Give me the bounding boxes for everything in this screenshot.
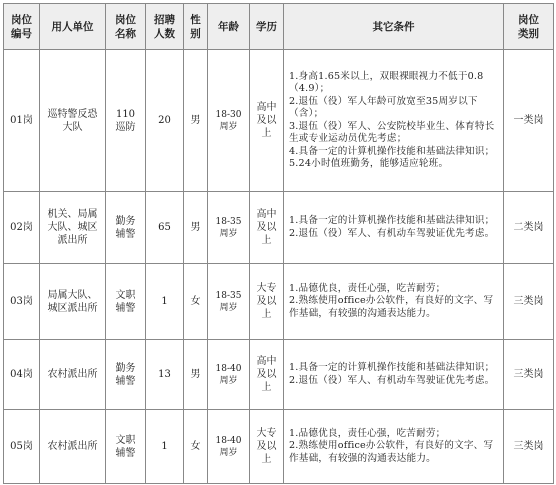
- category-cell: 三类岗: [504, 340, 554, 410]
- age-cell: 18-40 周岁: [208, 340, 250, 410]
- condition-line: 3.退伍（役）军人、公安院校毕业生、体育特长生或专业运动员优先考虑；: [289, 120, 495, 144]
- header-post-name: 岗位 名称: [106, 4, 146, 50]
- recruitment-table-container: [3, 3, 553, 483]
- header-gender: 性 别: [184, 4, 208, 50]
- category-cell: 三类岗: [504, 264, 554, 340]
- condition-line: 1.品德优良，责任心强，吃苦耐劳；: [289, 427, 446, 439]
- gender-cell: 男: [184, 192, 208, 264]
- unit-cell: [40, 50, 106, 192]
- unit-text: 农村派出所: [47, 369, 98, 380]
- table-row: [4, 340, 554, 410]
- recruitment-table: [3, 3, 554, 484]
- condition-line: 2.熟练使用office办公软件，有良好的文字、写作基础，有较强的沟通表达能力。: [289, 295, 494, 319]
- post-no-cell: 04岗: [4, 340, 40, 410]
- category-cell: 二类岗: [504, 192, 554, 264]
- post-no-cell: 05岗: [4, 410, 40, 484]
- post-no-cell: 02岗: [4, 192, 40, 264]
- education-cell: 高中 及以 上: [250, 340, 284, 410]
- post-name-cell: 110 巡防: [106, 50, 146, 192]
- conditions-cell: [284, 340, 504, 410]
- gender-cell: 女: [184, 410, 208, 484]
- unit-cell: [40, 264, 106, 340]
- category-cell: 三类岗: [504, 410, 554, 484]
- condition-line: 2.熟练使用office办公软件，有良好的文字、写作基础，有较强的沟通表达能力。: [289, 440, 494, 464]
- header-row: [4, 4, 554, 50]
- header-age: 年龄: [208, 4, 250, 50]
- header-post-no: 岗位 编号: [4, 4, 40, 50]
- table-row: [4, 264, 554, 340]
- unit-text: 巡特警反恐大队: [47, 108, 98, 133]
- age-cell: 18-35 周岁: [208, 192, 250, 264]
- post-name-cell: 文职 辅警: [106, 410, 146, 484]
- quota-cell: 13: [146, 340, 184, 410]
- header-unit: 用人单位: [40, 4, 106, 50]
- header-category: 岗位 类别: [504, 4, 554, 50]
- condition-line: 5.24小时值班勤务，能够适应轮班。: [289, 158, 449, 169]
- header-quota: 招聘 人数: [146, 4, 184, 50]
- unit-text: 局属大队、城区派出所: [47, 289, 98, 314]
- condition-line: 2.退伍（役）军人、有机动车驾驶证优先考虑。: [289, 227, 495, 239]
- table-row: [4, 410, 554, 484]
- unit-cell: [40, 192, 106, 264]
- condition-line: 4.具备一定的计算机操作技能和基础法律知识；: [289, 145, 495, 157]
- unit-cell: [40, 340, 106, 410]
- quota-cell: 65: [146, 192, 184, 264]
- education-cell: 高中 及以 上: [250, 50, 284, 192]
- condition-line: 1.具备一定的计算机操作技能和基础法律知识；: [289, 362, 495, 373]
- education-cell: 大专 及以 上: [250, 410, 284, 484]
- header-education: 学历: [250, 4, 284, 50]
- post-name-cell: 文职 辅警: [106, 264, 146, 340]
- age-cell: 18-30 周岁: [208, 50, 250, 192]
- age-cell: 18-35 周岁: [208, 264, 250, 340]
- condition-line: 2.退伍（役）军人年龄可放宽至35周岁以下（含）；: [289, 95, 478, 119]
- post-no-cell: 03岗: [4, 264, 40, 340]
- age-cell: 18-40 周岁: [208, 410, 250, 484]
- conditions-cell: [284, 50, 504, 192]
- conditions-cell: [284, 264, 504, 340]
- post-name-cell: 勤务 辅警: [106, 340, 146, 410]
- post-name-cell: 勤务 辅警: [106, 192, 146, 264]
- table-row: [4, 192, 554, 264]
- gender-cell: 男: [184, 340, 208, 410]
- gender-cell: 女: [184, 264, 208, 340]
- conditions-cell: [284, 410, 504, 484]
- quota-cell: 1: [146, 264, 184, 340]
- condition-line: 2.退伍（役）军人、有机动车驾驶证优先考虑。: [289, 374, 495, 386]
- conditions-cell: [284, 192, 504, 264]
- unit-text: 农村派出所: [47, 441, 98, 452]
- condition-line: 1.具备一定的计算机操作技能和基础法律知识；: [289, 215, 495, 226]
- education-cell: 大专 及以 上: [250, 264, 284, 340]
- table-row: [4, 50, 554, 192]
- unit-cell: [40, 410, 106, 484]
- gender-cell: 男: [184, 50, 208, 192]
- quota-cell: 1: [146, 410, 184, 484]
- unit-text: 机关、局属大队、城区派出所: [47, 209, 98, 246]
- header-conditions: 其它条件: [284, 4, 504, 50]
- category-cell: 一类岗: [504, 50, 554, 192]
- quota-cell: 20: [146, 50, 184, 192]
- post-no-cell: 01岗: [4, 50, 40, 192]
- condition-line: 1.身高1.65米以上，双眼裸眼视力不低于0.8（4.9）；: [289, 70, 484, 94]
- condition-line: 1.品德优良，责任心强，吃苦耐劳；: [289, 282, 446, 294]
- education-cell: 高中 及以 上: [250, 192, 284, 264]
